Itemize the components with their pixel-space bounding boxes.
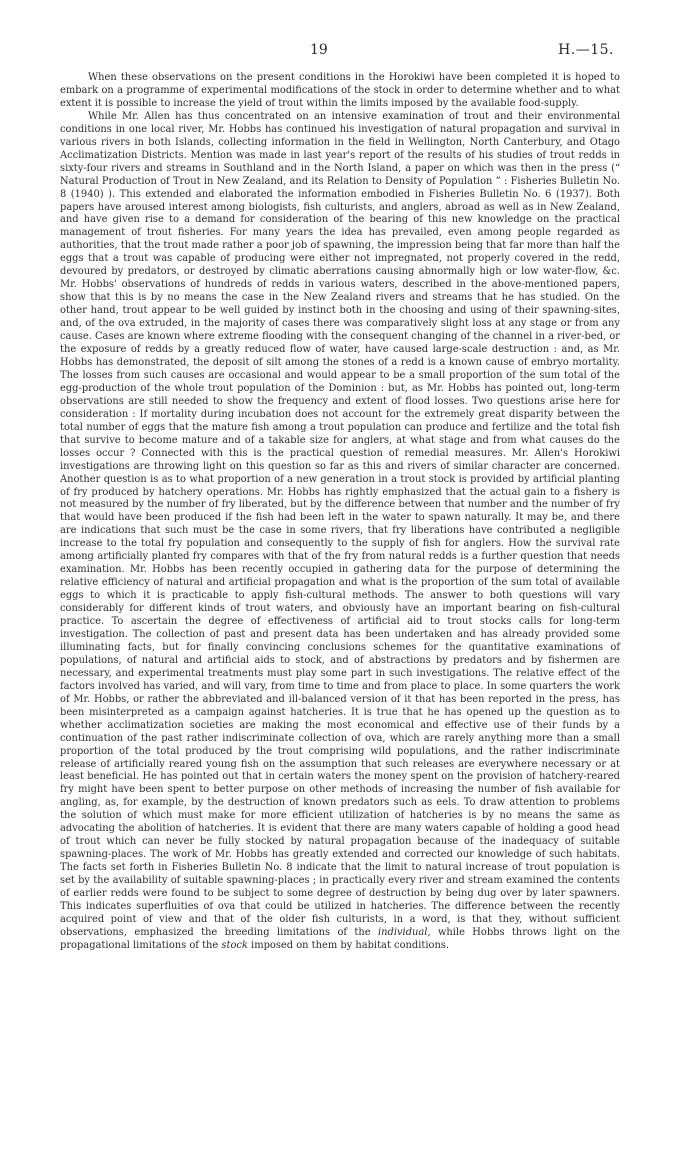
document-reference: H.—15. [558,42,614,58]
paragraph-horokiwi-plan: When these observations on the present conditions in the Horokiwi have been completed it is hoped to embark on a programme of experimental modifications of the stock in order to determine whether and to what extent it is possible to increase the yield of trout within the limits imposed by the available food-supply. [60,72,620,109]
paragraph-text: , while Hobbs throws light on the propagational limitations of the [60,926,620,951]
italic-term: individual [377,926,428,938]
page-body [60,72,620,953]
paragraph-hobbs-investigation [60,111,620,953]
page-number: 19 [310,42,328,58]
paragraph-text: imposed on them by habitat conditions. [251,939,450,951]
italic-term: stock [221,939,248,951]
page-header [0,42,700,62]
paragraph-text: While Mr. Allen has thus concentrated on an intensive examination of trout and their environmental conditions in one local river, Mr. Hobbs has continued his investigation of natural propagation and survival in various rivers in both Islands, collecting information in the field in Wellington, North Canterbury, and Otago Acclimatization Districts. Mention was made in last year's report of the results of his studies of trout redds in sixty-four rivers and streams in Southland and in the North Island, a paper on which was then in the press (“ Natural Production of Trout in New Zealand, and its Relation to Density of Population ” : Fisheries Bulletin No. 8 (1940) ). This extended and elaborated the information embodied in Fisheries Bulletin No. 6 (1937). Both papers have aroused interest among biologists, fish culturists, and anglers, abroad as well as in New Zealand, and have given rise to a demand for consideration of the bearing of this new knowledge on the practical management of trout fisheries. For many years the idea has prevailed, even among people regarded as authorities, that the trout made rather a poor job of spawning, the impression being that far more than half the eggs that a trout was capable of producing were either not impregnated, not properly covered in the redd, devoured by predators, or destroyed by climatic aberrations causing abnormally high or low water-flow, &c. Mr. Hobbs' observations of hundreds of redds in various waters, described in the above-mentioned papers, show that this is by no means the case in the New Zealand rivers and streams that he has studied. On the other hand, trout appear to be well guided by instinct both in the choosing and using of their spawning-sites, and, of the ova extruded, in the majority of cases there was comparatively slight loss at any stage or from any cause. Cases are known where extreme flooding with the consequent changing of the channel in a river-bed, or the exposure of redds by a greatly reduced flow of water, have caused large-scale destruction : and, as Mr. Hobbs has demonstrated, the deposit of silt among the stones of a redd is a known cause of embryo mortality. The losses from such causes are occasional and would appear to be a small proportion of the sum total of the egg-production of the whole trout population of the Dominion : but, as Mr. Hobbs has pointed out, long-term observations are still needed to show the frequency and extent of flood losses. Two questions arise here for consideration : If mortality during incubation does not account for the extremely great disparity between the total number of eggs that the mature fish among a trout population can produce and fertilize and the total fish that survive to become mature and of a takable size for anglers, at what stage and from what causes do the losses occur ? Connected with this is the practical question of remedial measures. Mr. Allen's Horokiwi investigations are throwing light on this question so far as this and rivers of similar character are concerned. Another question is as to what proportion of a new generation in a trout stock is provided by artificial planting of fry produced by hatchery operations. Mr. Hobbs has rightly emphasized that the actual gain to a fishery is not measured by the number of fry liberated, but by the difference between that number and the number of fry that would have been produced if the fish had been left in the water to spawn naturally. It may be, and there are indications that such must be the case in some rivers, that fry liberations have contributed a negligible increase to the total fry population and consequently to the supply of fish for anglers. How the survival rate among artificially planted fry compares with that of the fry from natural redds is a further question that needs examination. Mr. Hobbs has been recently occupied in gathering data for the purpose of determining the relative efficiency of natural and artificial propagation and what is the proportion of the sum total of available eggs to which it is practicable to apply fish-cultural methods. The answer to both questions will vary considerably for different kinds of trout waters, and obviously have an important bearing on fish-cultural practice. To ascertain the degree of effectiveness of artificial aid to trout stocks calls for long-term investigation. The collection of past and present data has been undertaken and has already provided some illuminating facts, but for finally convincing conclusions schemes for the quantitative examinations of populations, of natural and artificial aids to stock, and of abstractions by predators and by fishermen are necessary, and experimental treatments must play some part in such investigations. The relative effect of the factors involved has varied, and will vary, from time to time and from place to place. In some quarters the work of Mr. Hobbs, or rather the abbreviated and ill-balanced version of it that has been reported in the press, has been misinterpreted as a campaign against hatcheries. It is true that he has opened up the question as to whether acclimatization societies are making the most economical and effective use of their funds by a continuation of the past rather indiscriminate collection of ova, which are rarely anything more than a small proportion of the total produced by the trout comprising wild populations, and the rather indiscriminate release of artificially reared young fish on the assumption that such releases are everywhere necessary or at least beneficial. He has pointed out that in certain waters the money spent on the provision of hatchery-reared fry might have been spent to better purpose on other methods of increasing the number of fish available for angling, as, for example, by the destruction of known predators such as eels. To draw attention to problems the solution of which must make for more efficient utilization of hatcheries is by no means the same as advocating the abolition of hatcheries. It is evident that there are many waters capable of holding a good head of trout which can never be fully stocked by natural propagation because of the inadequacy of suitable spawning-places. The work of Mr. Hobbs has greatly extended and corrected our knowledge of such habitats. The facts set forth in Fisheries Bulletin No. 8 indicate that the limit to natural increase of trout population is set by the availability of suitable spawning-places ; in practically every river and stream examined the contents of earlier redds were found to be subject to some degree of destruction by being dug over by later spawners. This indicates superfluities of ova that could be utilized in hatcheries. The difference between the recently acquired point of view and that of the older fish culturists, in a word, is that they, without sufficient observations, emphasized the breeding limitations of the [60,110,620,938]
